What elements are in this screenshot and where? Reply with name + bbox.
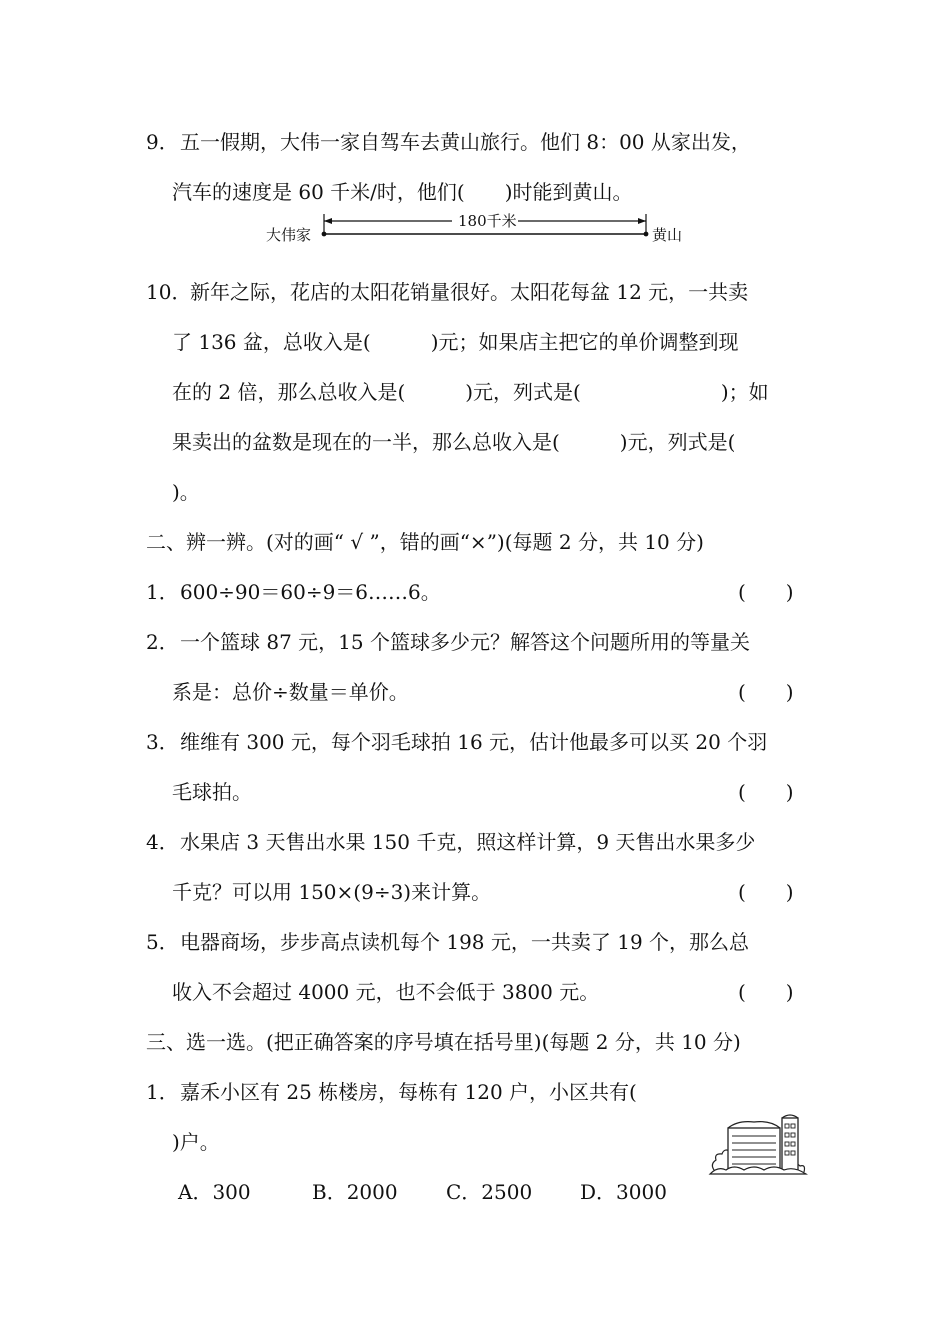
apartment-buildings-icon bbox=[708, 1108, 808, 1176]
question-number: 4． bbox=[146, 830, 179, 854]
question-text: 果卖出的盆数是现在的一半，那么总收入是( )元，列式是( bbox=[172, 430, 736, 454]
answer-parens[interactable]: ( ) bbox=[738, 680, 794, 704]
answer-parens[interactable]: ( ) bbox=[738, 880, 794, 904]
question-text: 了 136 盆，总收入是( )元；如果店主把它的单价调整到现 bbox=[172, 330, 739, 354]
option-c[interactable]: C．2500 bbox=[446, 1180, 533, 1204]
section-heading: 三、选一选。(把正确答案的序号填在括号里)(每题 2 分，共 10 分) bbox=[146, 1030, 741, 1054]
question-text: 毛球拍。 bbox=[172, 780, 252, 804]
question-number: 2． bbox=[146, 630, 179, 654]
question-text: 汽车的速度是 60 千米/时，他们( )时能到黄山。 bbox=[172, 180, 633, 204]
answer-parens[interactable]: ( ) bbox=[738, 980, 794, 1004]
question-number: 1． bbox=[146, 580, 179, 604]
question-text: )户。 bbox=[172, 1130, 220, 1154]
question-number: 1． bbox=[146, 1080, 179, 1104]
question-text: 水果店 3 天售出水果 150 千克，照这样计算，9 天售出水果多少 bbox=[180, 830, 756, 854]
section-heading: 二、辨一辨。(对的画“ √ ”，错的画“×”)(每题 2 分，共 10 分) bbox=[146, 530, 704, 554]
question-number: 9． bbox=[146, 130, 179, 154]
question-number: 3． bbox=[146, 730, 179, 754]
distance-diagram bbox=[262, 210, 692, 250]
option-d[interactable]: D．3000 bbox=[580, 1180, 667, 1204]
question-text: 维维有 300 元，每个羽毛球拍 16 元，估计他最多可以买 20 个羽 bbox=[180, 730, 768, 754]
question-text: 600÷90＝60÷9＝6……6。 bbox=[180, 580, 441, 604]
question-text: 一个篮球 87 元，15 个篮球多少元？解答这个问题所用的等量关 bbox=[180, 630, 750, 654]
answer-parens[interactable]: ( ) bbox=[738, 580, 794, 604]
end-label: 黄山 bbox=[652, 226, 683, 244]
question-text: 千克？可以用 150×(9÷3)来计算。 bbox=[172, 880, 492, 904]
question-text: )。 bbox=[172, 480, 200, 504]
answer-parens[interactable]: ( ) bbox=[738, 780, 794, 804]
option-b[interactable]: B．2000 bbox=[312, 1180, 398, 1204]
distance-label: 180千米 bbox=[458, 212, 517, 230]
start-label: 大伟家 bbox=[266, 226, 312, 244]
question-text: 新年之际，花店的太阳花销量很好。太阳花每盆 12 元，一共卖 bbox=[190, 280, 749, 304]
option-a[interactable]: A．300 bbox=[178, 1180, 251, 1204]
question-text: 收入不会超过 4000 元，也不会低于 3800 元。 bbox=[172, 980, 600, 1004]
question-text: 系是：总价÷数量＝单价。 bbox=[172, 680, 409, 704]
question-number: 5． bbox=[146, 930, 179, 954]
question-text: 在的 2 倍，那么总收入是( )元，列式是( )；如 bbox=[172, 380, 769, 404]
question-text: 电器商场，步步高点读机每个 198 元，一共卖了 19 个，那么总 bbox=[180, 930, 750, 954]
question-text: 五一假期，大伟一家自驾车去黄山旅行。他们 8：00 从家出发， bbox=[180, 130, 751, 154]
question-text: 嘉禾小区有 25 栋楼房，每栋有 120 户，小区共有( bbox=[180, 1080, 637, 1104]
question-number: 10． bbox=[146, 280, 192, 304]
